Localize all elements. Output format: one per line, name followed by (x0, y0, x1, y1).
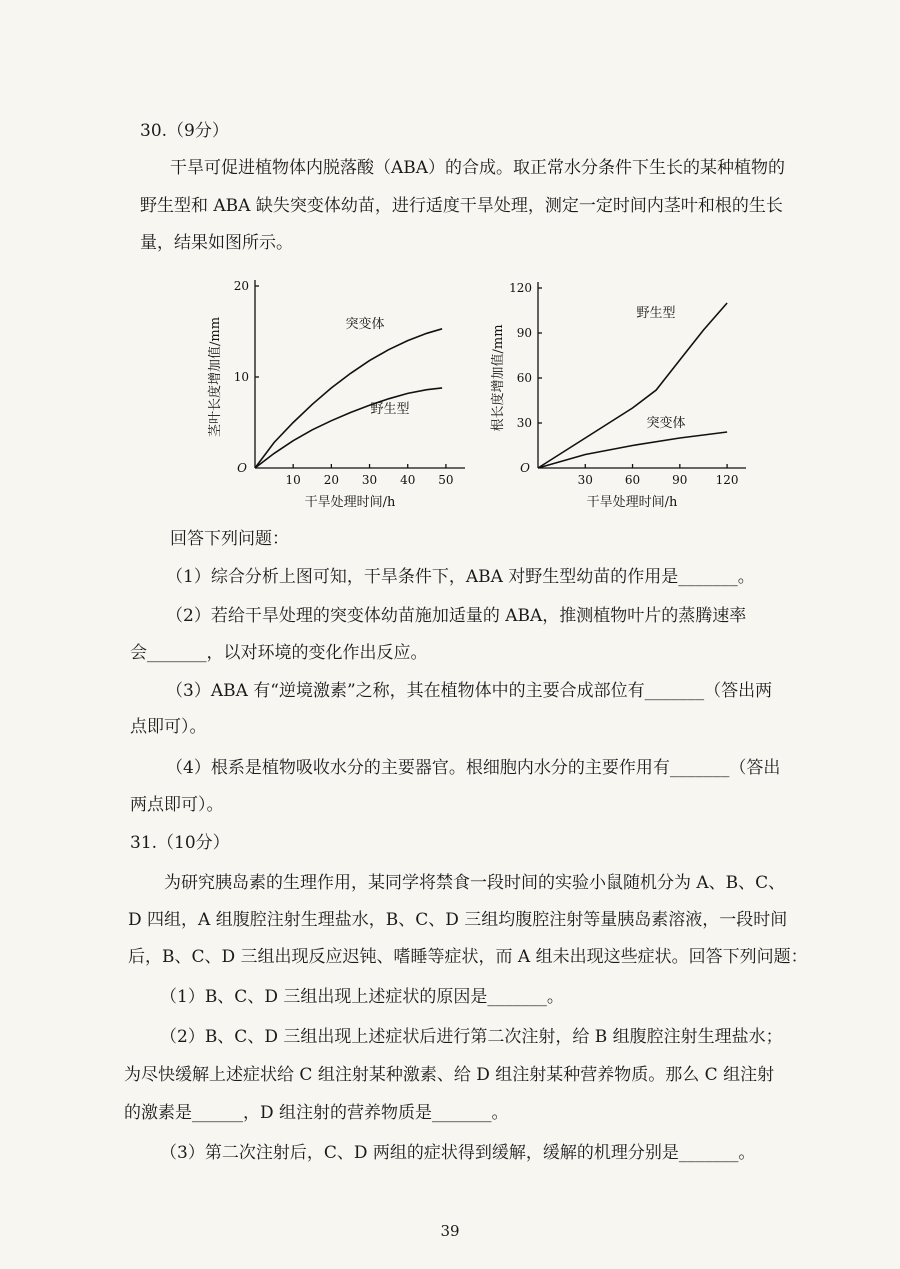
page-number: 39 (440, 1222, 460, 1240)
question-30-sub-3: （3）ABA 有“逆境激素”之称，其在植物体中的主要合成部位有_______（答出两 (166, 681, 773, 701)
question-30-intro-line: 量，结果如图所示。 (140, 233, 293, 253)
question-31-intro-line: 后，B、C、D 三组出现反应迟钝、嗜睡等症状，而 A 组未出现这些症状。回答下列问题： (128, 947, 808, 967)
y-axis-label: 根长度增加值/mm (491, 324, 506, 432)
y-tick-label: 60 (516, 371, 532, 385)
y-tick-label: 120 (509, 281, 532, 295)
question-31-sub-2-cont: 的激素是______，D 组注射的营养物质是_______。 (124, 1103, 509, 1123)
question-31-sub-2-cont: 为尽快缓解上述症状给 C 组注射某种激素、给 D 组注射某种营养物质。那么 C 组注射 (124, 1065, 775, 1085)
question-31-intro-line: 为研究胰岛素的生理作用，某同学将禁食一段时间的实验小鼠随机分为 A、B、C、 (164, 873, 786, 893)
question-30-prompt: 回答下列问题： (170, 529, 289, 549)
series-label: 突变体 (646, 416, 686, 431)
question-30-sub-4: （4）根系是植物吸收水分的主要器官。根细胞内水分的主要作用有_______（答出 (166, 758, 781, 778)
question-31-header: 31.（10分） (130, 833, 230, 853)
x-tick-label: 90 (672, 473, 688, 487)
y-tick-label: 30 (516, 416, 532, 430)
x-tick-label: 60 (624, 473, 641, 487)
question-30-sub-2: （2）若给干旱处理的突变体幼苗施加适量的 ABA，推测植物叶片的蒸腾速率 (166, 606, 747, 626)
question-31-sub-1: （1）B、C、D 三组出现上述症状的原因是_______。 (160, 987, 564, 1007)
x-tick-label: 120 (715, 473, 739, 487)
x-tick-label: 50 (438, 473, 454, 487)
question-31-sub-3: （3）第二次注射后，C、D 两组的症状得到缓解，缓解的机理分别是_______。 (160, 1143, 756, 1163)
x-tick-label: 30 (577, 473, 593, 487)
series-label: 野生型 (636, 306, 676, 321)
series-line-2 (255, 388, 442, 468)
origin-label: O (237, 461, 247, 475)
question-30-intro-line: 野生型和 ABA 缺失突变体幼苗，进行适度干旱处理，测定一定时间内茎叶和根的生长 (140, 196, 783, 216)
y-tick-label: 20 (233, 279, 249, 293)
series-label: 突变体 (345, 317, 385, 332)
question-30-sub-1: （1）综合分析上图可知，干旱条件下，ABA 对野生型幼苗的作用是_______。 (166, 567, 755, 587)
y-tick-label: 10 (233, 370, 249, 384)
x-axis-label: 干旱处理时间/h (304, 495, 396, 510)
question-30-intro-line: 干旱可促进植物体内脱落酸（ABA）的合成。取正常水分条件下生长的某种植物的 (170, 158, 786, 178)
question-30-sub-3-cont: 点即可）。 (130, 717, 207, 737)
x-tick-label: 10 (285, 473, 301, 487)
origin-label: O (520, 461, 530, 475)
question-30-header: 30.（9分） (140, 121, 229, 141)
question-30-sub-2-cont: 会_______，以对环境的变化作出反应。 (130, 643, 428, 663)
chart-stem-leaf-growth (200, 268, 480, 518)
chart-root-growth (486, 262, 766, 518)
x-tick-label: 30 (361, 473, 378, 487)
x-tick-label: 40 (400, 473, 416, 487)
question-31-intro-line: D 四组，A 组腹腔注射生理盐水，B、C、D 三组均腹腔注射等量胰岛素溶液，一段时间 (128, 910, 788, 930)
question-31-sub-2: （2）B、C、D 三组出现上述症状后进行第二次注射，给 B 组腹腔注射生理盐水； (160, 1027, 783, 1047)
x-axis-label: 干旱处理时间/h (586, 495, 678, 510)
y-axis-label: 茎叶长度增加值/mm (208, 316, 223, 438)
series-line-1 (538, 303, 727, 468)
x-tick-label: 20 (323, 473, 340, 487)
series-label: 野生型 (370, 402, 410, 417)
y-tick-label: 90 (516, 326, 532, 340)
question-30-sub-4-cont: 两点即可）。 (130, 795, 224, 815)
